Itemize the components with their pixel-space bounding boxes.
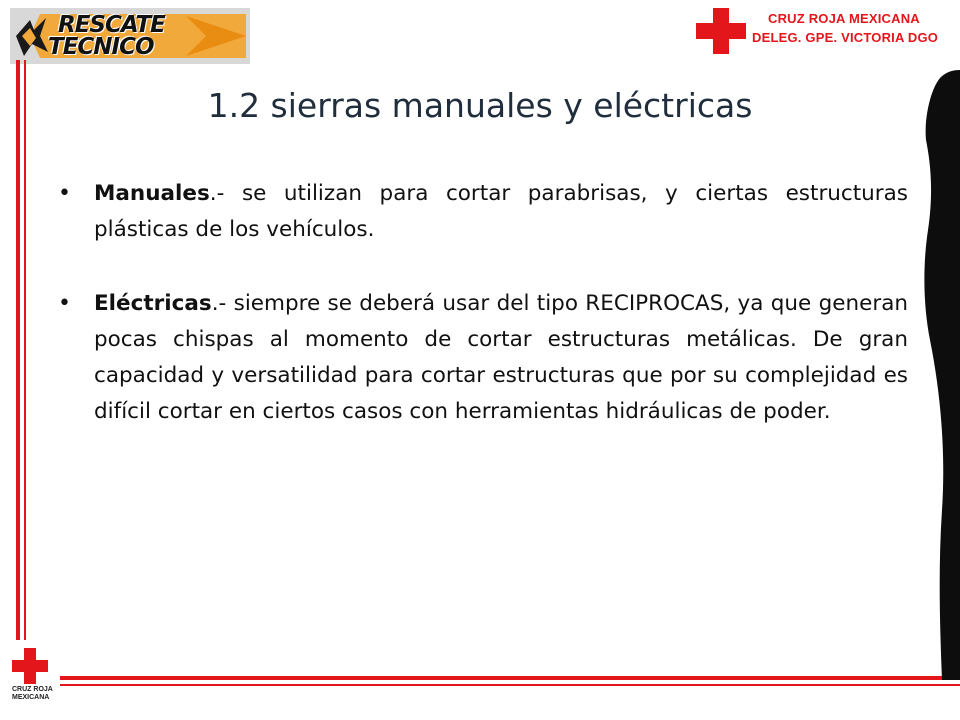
org-delegation: DELEG. GPE. VICTORIA DGO [752, 30, 939, 45]
org-name: CRUZ ROJA MEXICANA [768, 11, 920, 26]
red-cross-icon [696, 8, 746, 54]
footer-org-name [12, 686, 53, 702]
bullet-icon: • [58, 291, 71, 316]
left-red-rule-thin [24, 60, 26, 640]
bullet-icon: • [58, 181, 71, 206]
rescate-tecnico-logo [10, 8, 250, 64]
bullet-item-manuales [58, 176, 908, 248]
logo-text-tecnico: TECNICO [48, 34, 154, 60]
cruz-roja-footer-logo [8, 648, 54, 708]
red-cross-small-icon [12, 648, 48, 684]
left-red-rule [16, 60, 20, 640]
footer-org-line2: MEXICANA [12, 694, 50, 701]
slide-title: 1.2 sierras manuales y eléctricas [207, 86, 753, 125]
bullet-list [58, 176, 908, 468]
bullet-term: Manuales [94, 181, 210, 206]
bottom-red-rule-thin [60, 684, 960, 686]
logo-text-rescate: RESCATE [58, 12, 165, 38]
bullet-text: .- se utilizan para cortar parabrisas, y ciertas estructuras plásticas de los vehículos. [94, 181, 908, 242]
cruz-roja-header-logo [696, 6, 960, 52]
bottom-red-rule [60, 676, 960, 680]
footer-org-line1: CRUZ ROJA [12, 686, 53, 693]
bullet-text: .- siempre se deberá usar del tipo RECIPROCAS, ya que generan pocas chispas al momento de cortar estructuras metálicas. De gran capacidad y versatilidad para cortar estructuras que por su complejidad es difícil cortar en ciertos casos con herramientas hidráulicas de poder. [94, 291, 908, 424]
bullet-item-electricas [58, 286, 908, 430]
rescuer-silhouette-icon [920, 70, 960, 680]
bullet-term: Eléctricas [94, 291, 212, 316]
